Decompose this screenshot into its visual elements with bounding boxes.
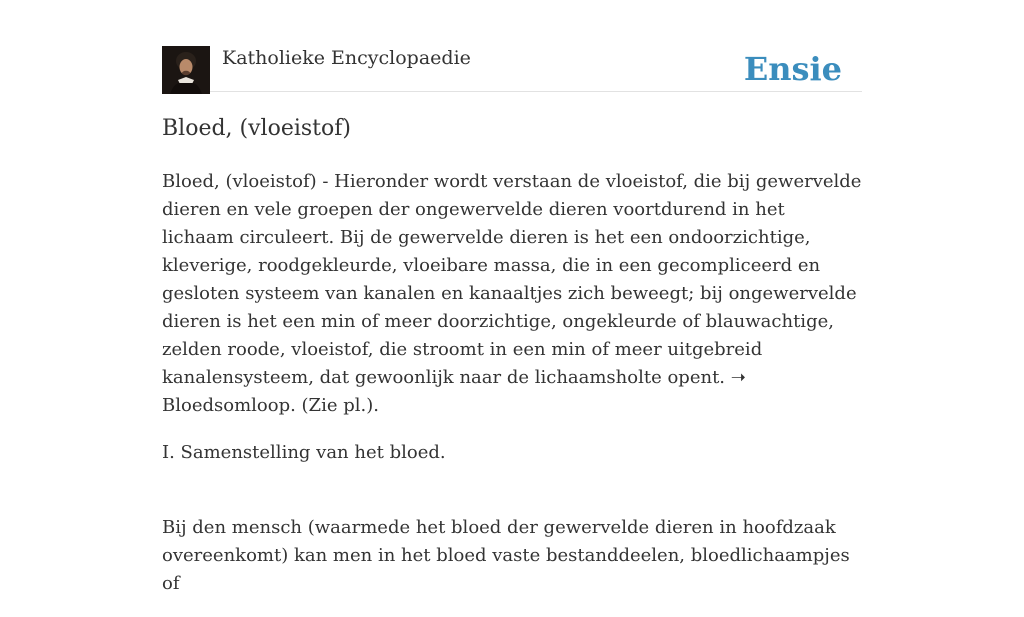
portrait-image bbox=[162, 46, 210, 94]
section-heading: I. Samenstelling van het bloed. bbox=[162, 442, 446, 463]
source-name-link[interactable]: Katholieke Encyclopaedie bbox=[222, 47, 471, 69]
ensie-logo[interactable]: Ensie bbox=[743, 50, 842, 88]
author-portrait-avatar[interactable] bbox=[162, 46, 210, 94]
article-paragraph: Bij den mensch (waarmede het bloed der gewervelde dieren in hoofdzaak overeenkomt) kan men in het bloed vaste bestanddeelen, bloedlichaampjes of bbox=[162, 517, 850, 594]
article-title: Bloed, (vloeistof) bbox=[162, 116, 351, 141]
site-header bbox=[162, 46, 862, 92]
article-paragraph: Bloed, (vloeistof) - Hieronder wordt verstaan de vloeistof, die bij gewervelde dieren en vele groepen der ongewervelde dieren voortdurend in het lichaam circuleert. Bij de gewervelde dieren is het een ondoorzichtige, kleverige, roodgekleurde, vloeibare massa, die in een gecompliceerd en gesloten systeem van kanalen en kanaaltjes zich beweegt; bij ongewervelde dieren is het een min of meer doorzichtige, ongekleurde of blauwachtige, zelden roode, vloeistof, die stroomt in een min of meer uitgebreid kanalensysteem, dat gewoonlijk naar de lichaamsholte opent. ➝ Bloedsomloop. (Zie pl.). bbox=[162, 171, 862, 416]
blank-line bbox=[162, 486, 862, 514]
article-content bbox=[162, 168, 862, 617]
